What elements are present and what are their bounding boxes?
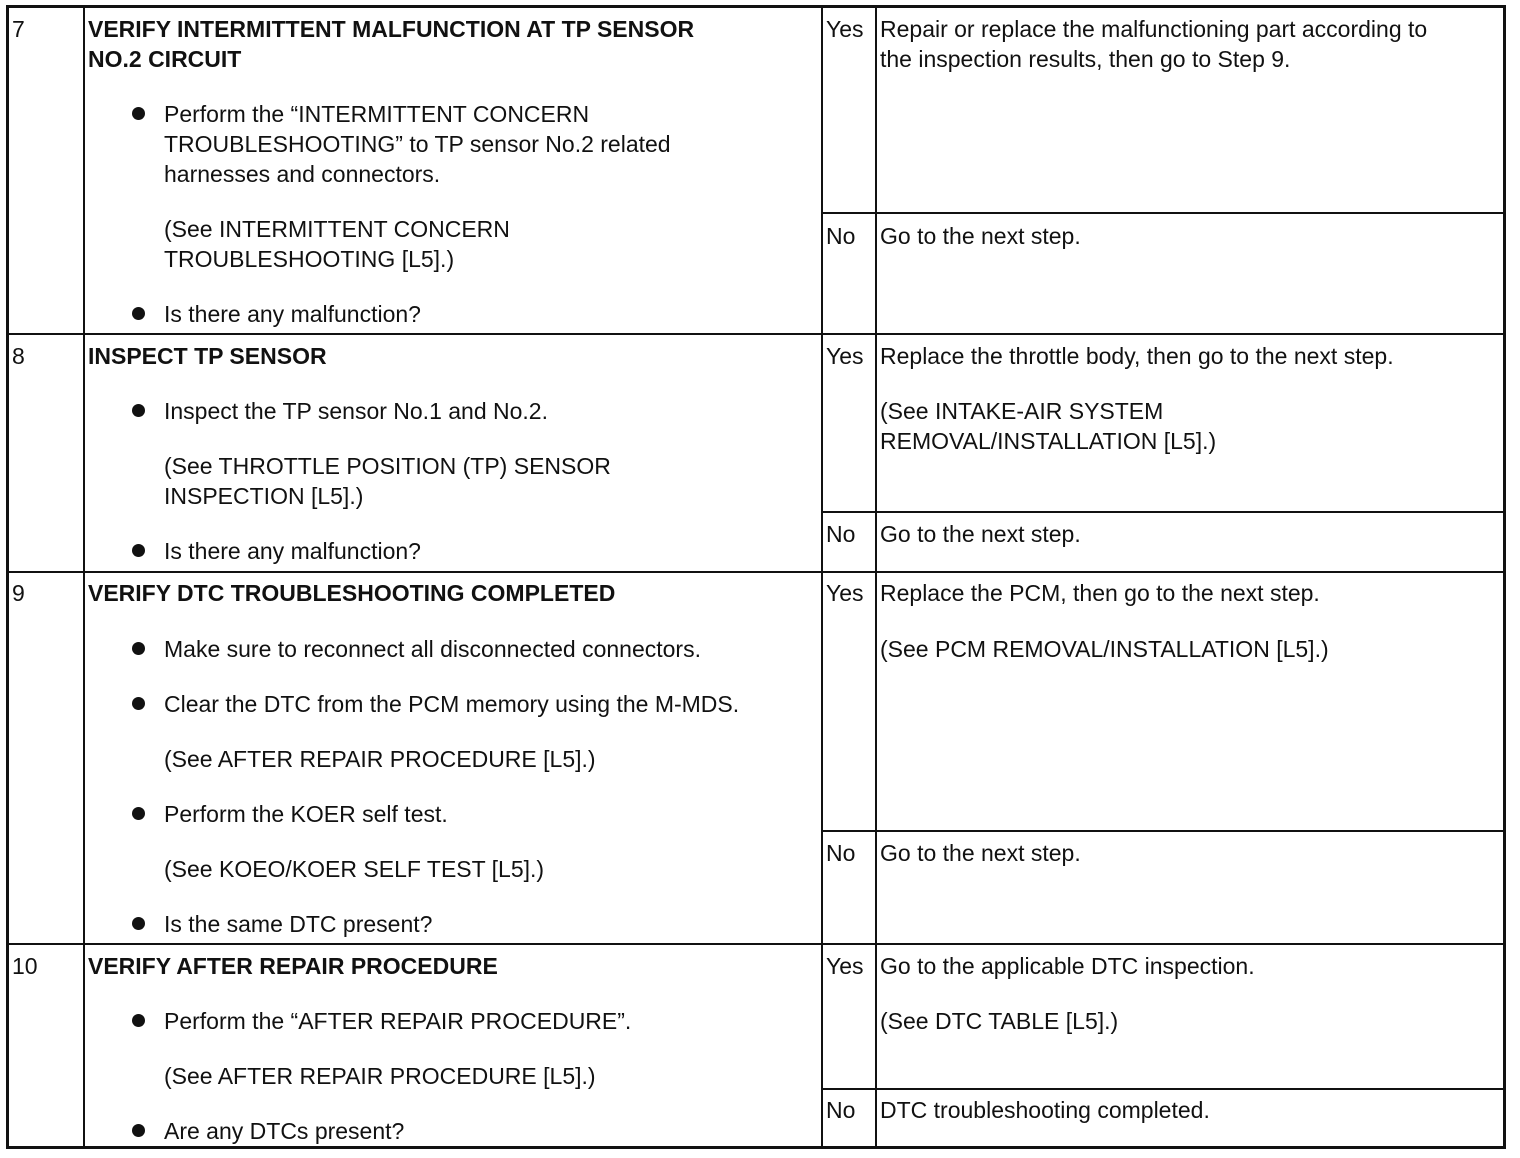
yes-action: Repair or replace the malfunctioning part according to xyxy=(880,16,1428,42)
step-number: 9 xyxy=(12,580,25,606)
check-item: Clear the DTC from the PCM memory using the M-MDS. xyxy=(164,691,740,717)
check-item: Perform the “INTERMITTENT CONCERN xyxy=(164,101,590,127)
no-label: No xyxy=(826,223,856,249)
bullet-icon xyxy=(132,1014,145,1027)
check-item: Inspect the TP sensor No.1 and No.2. xyxy=(164,398,548,424)
step-title: NO.2 CIRCUIT xyxy=(88,46,242,72)
reference-link[interactable]: (See AFTER REPAIR PROCEDURE [L5].) xyxy=(164,1063,596,1089)
yes-label: Yes xyxy=(826,16,864,42)
step-title: VERIFY AFTER REPAIR PROCEDURE xyxy=(88,953,498,979)
check-question: Are any DTCs present? xyxy=(164,1118,405,1144)
yes-action: Replace the PCM, then go to the next step. xyxy=(880,580,1320,606)
reference-link[interactable]: (See INTERMITTENT CONCERN xyxy=(164,216,510,242)
no-action: DTC troubleshooting completed. xyxy=(880,1097,1210,1123)
step-number: 10 xyxy=(12,953,38,979)
yes-label: Yes xyxy=(826,953,864,979)
divider-row-8-9 xyxy=(9,571,1503,573)
step-number: 8 xyxy=(12,343,25,369)
yes-action: the inspection results, then go to Step 9. xyxy=(880,46,1291,72)
divider-row-7-8 xyxy=(9,333,1503,335)
divider-yesno-10 xyxy=(821,1088,1503,1090)
reference-link[interactable]: INSPECTION [L5].) xyxy=(164,483,364,509)
reference-link[interactable]: (See PCM REMOVAL/INSTALLATION [L5].) xyxy=(880,636,1329,662)
yes-action: Go to the applicable DTC inspection. xyxy=(880,953,1255,979)
yes-action: Replace the throttle body, then go to the next step. xyxy=(880,343,1394,369)
bullet-icon xyxy=(132,697,145,710)
step-number: 7 xyxy=(12,16,25,42)
reference-link[interactable]: (See INTAKE-AIR SYSTEM xyxy=(880,398,1164,424)
check-item: TROUBLESHOOTING” to TP sensor No.2 related xyxy=(164,131,671,157)
step-title: VERIFY INTERMITTENT MALFUNCTION AT TP SENSOR xyxy=(88,16,695,42)
reference-link[interactable]: (See DTC TABLE [L5].) xyxy=(880,1008,1119,1034)
bullet-icon xyxy=(132,107,145,120)
no-action: Go to the next step. xyxy=(880,521,1081,547)
bullet-icon xyxy=(132,917,145,930)
check-question: Is there any malfunction? xyxy=(164,301,421,327)
yes-label: Yes xyxy=(826,580,864,606)
bullet-icon xyxy=(132,642,145,655)
no-label: No xyxy=(826,521,856,547)
bullet-icon xyxy=(132,307,145,320)
no-label: No xyxy=(826,1097,856,1123)
divider-yesno-9 xyxy=(821,830,1503,832)
reference-link[interactable]: (See AFTER REPAIR PROCEDURE [L5].) xyxy=(164,746,596,772)
divider-yesno-7 xyxy=(821,212,1503,214)
no-action: Go to the next step. xyxy=(880,840,1081,866)
check-item: Perform the “AFTER REPAIR PROCEDURE”. xyxy=(164,1008,632,1034)
reference-link[interactable]: (See THROTTLE POSITION (TP) SENSOR xyxy=(164,453,611,479)
bullet-icon xyxy=(132,544,145,557)
reference-link[interactable]: (See KOEO/KOER SELF TEST [L5].) xyxy=(164,856,545,882)
bullet-icon xyxy=(132,1124,145,1137)
step-title: VERIFY DTC TROUBLESHOOTING COMPLETED xyxy=(88,580,616,606)
no-label: No xyxy=(826,840,856,866)
check-item: Perform the KOER self test. xyxy=(164,801,448,827)
divider-row-9-10 xyxy=(9,943,1503,945)
bullet-icon xyxy=(132,404,145,417)
check-question: Is there any malfunction? xyxy=(164,538,421,564)
step-title: INSPECT TP SENSOR xyxy=(88,343,327,369)
no-action: Go to the next step. xyxy=(880,223,1081,249)
reference-link[interactable]: TROUBLESHOOTING [L5].) xyxy=(164,246,455,272)
divider-step-col xyxy=(83,8,85,1146)
check-item: harnesses and connectors. xyxy=(164,161,441,187)
divider-yesno-col xyxy=(875,8,877,1146)
yes-label: Yes xyxy=(826,343,864,369)
check-question: Is the same DTC present? xyxy=(164,911,433,937)
check-item: Make sure to reconnect all disconnected connectors. xyxy=(164,636,701,662)
divider-action-col xyxy=(821,8,823,1146)
divider-yesno-8 xyxy=(821,511,1503,513)
reference-link[interactable]: REMOVAL/INSTALLATION [L5].) xyxy=(880,428,1217,454)
bullet-icon xyxy=(132,807,145,820)
